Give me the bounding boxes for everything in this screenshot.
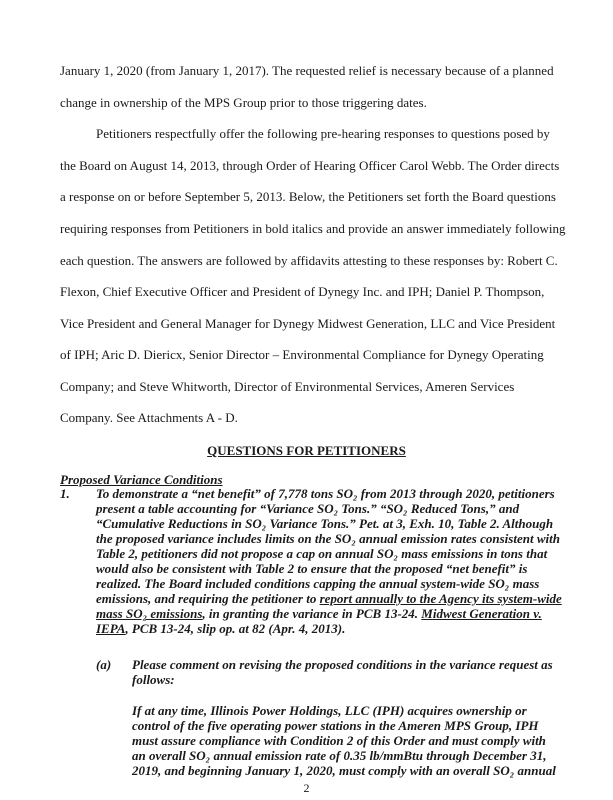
para2-line-4: requiring responses from Petitioners in bold italics and provide an answer immediately following [60, 221, 566, 236]
q1-underlined-mass: mass SO₂ emissions [96, 606, 203, 621]
q1-line-1: To demonstrate a “net benefit” of 7,778 tons SO₂ from 2013 through 2020, petitioners [96, 486, 555, 501]
sub-a-line-2: follows: [132, 672, 175, 687]
para2-line-3: a response on or before September 5, 2013. Below, the Petitioners set forth the Board questions [60, 189, 556, 204]
quote-line-4: an overall SO₂ annual emission rate of 0.35 lb/mmBtu through December 31, [132, 748, 547, 763]
q1-case-iepa: IEPA [96, 621, 126, 636]
para1-line-2: change in ownership of the MPS Group prior to those triggering dates. [60, 95, 427, 110]
para2-line-9: Company; and Steve Whitworth, Director of Environmental Services, Ameren Services [60, 379, 515, 394]
q1-line-6: would also be consistent with Table 2 to ensure that the proposed “net benefit” is [96, 561, 528, 576]
para2-line-10: Company. See Attachments A - D. [60, 410, 238, 425]
para2-line-6: Flexon, Chief Executive Officer and President of Dynegy Inc. and IPH; Daniel P. Thompson, [60, 284, 545, 299]
q1-line-4: the proposed variance includes limits on the SO₂ annual emission rates consistent with [96, 531, 560, 546]
q1-line-3: “Cumulative Reductions in SO₂ Variance Tons.” Pet. at 3, Exh. 10, Table 2. Although [96, 516, 554, 531]
q1-line-9 [96, 606, 542, 621]
para2-line-2: the Board on August 14, 2013, through Order of Hearing Officer Carol Webb. The Order directs [60, 158, 560, 173]
page-number: 2 [303, 781, 310, 795]
q1-case-name: Midwest Generation v. [421, 606, 542, 621]
quote-line-3: must assure compliance with Condition 2 of this Order and must comply with [132, 733, 546, 748]
q1-line-2: present a table accounting for “Variance SO₂ Tons.” “SO₂ Reduced Tons,” and [96, 501, 520, 516]
quote-line-5: 2019, and beginning January 1, 2020, must comply with an overall SO₂ annual [132, 763, 556, 778]
q1-line-10-text: , PCB 13-24, slip op. at 82 (Apr. 4, 2013). [125, 621, 346, 636]
q1-line-8-text: emissions, and requiring the petitioner to [96, 591, 320, 606]
section-heading: QUESTIONS FOR PETITIONERS [207, 443, 406, 458]
para1-line-1: January 1, 2020 (from January 1, 2017). The requested relief is necessary because of a planned [60, 63, 554, 78]
q1-line-9-text: , in granting the variance in PCB 13-24. [202, 606, 422, 621]
q1-line-5: Table 2, petitioners did not propose a cap on annual SO₂ mass emissions in tons that [96, 546, 548, 561]
subheading: Proposed Variance Conditions [60, 472, 223, 487]
sub-a-line-1: Please comment on revising the proposed conditions in the variance request as [132, 657, 553, 672]
q1-underlined-report: report annually to the Agency its system-wide [319, 591, 562, 606]
quote-line-2: control of the five operating power stations in the Ameren MPS Group, IPH [132, 718, 539, 733]
sub-a-label: (a) [96, 657, 112, 672]
para2-line-1: Petitioners respectfully offer the following pre-hearing responses to questions posed by [96, 126, 550, 141]
para2-line-5: each question. The answers are followed by affidavits attesting to these responses by: Robert C. [60, 253, 558, 268]
question-number: 1. [60, 486, 70, 501]
quote-line-1: If at any time, Illinois Power Holdings, LLC (IPH) acquires ownership or [132, 703, 527, 718]
q1-line-8 [96, 591, 562, 606]
q1-line-7: realized. The Board included conditions capping the annual system-wide SO₂ mass [96, 576, 540, 591]
q1-line-10 [96, 621, 345, 636]
para2-line-7: Vice President and General Manager for Dynegy Midwest Generation, LLC and Vice President [60, 316, 556, 331]
para2-line-8: of IPH; Aric D. Diericx, Senior Director – Environmental Compliance for Dynegy Operating [60, 347, 544, 362]
